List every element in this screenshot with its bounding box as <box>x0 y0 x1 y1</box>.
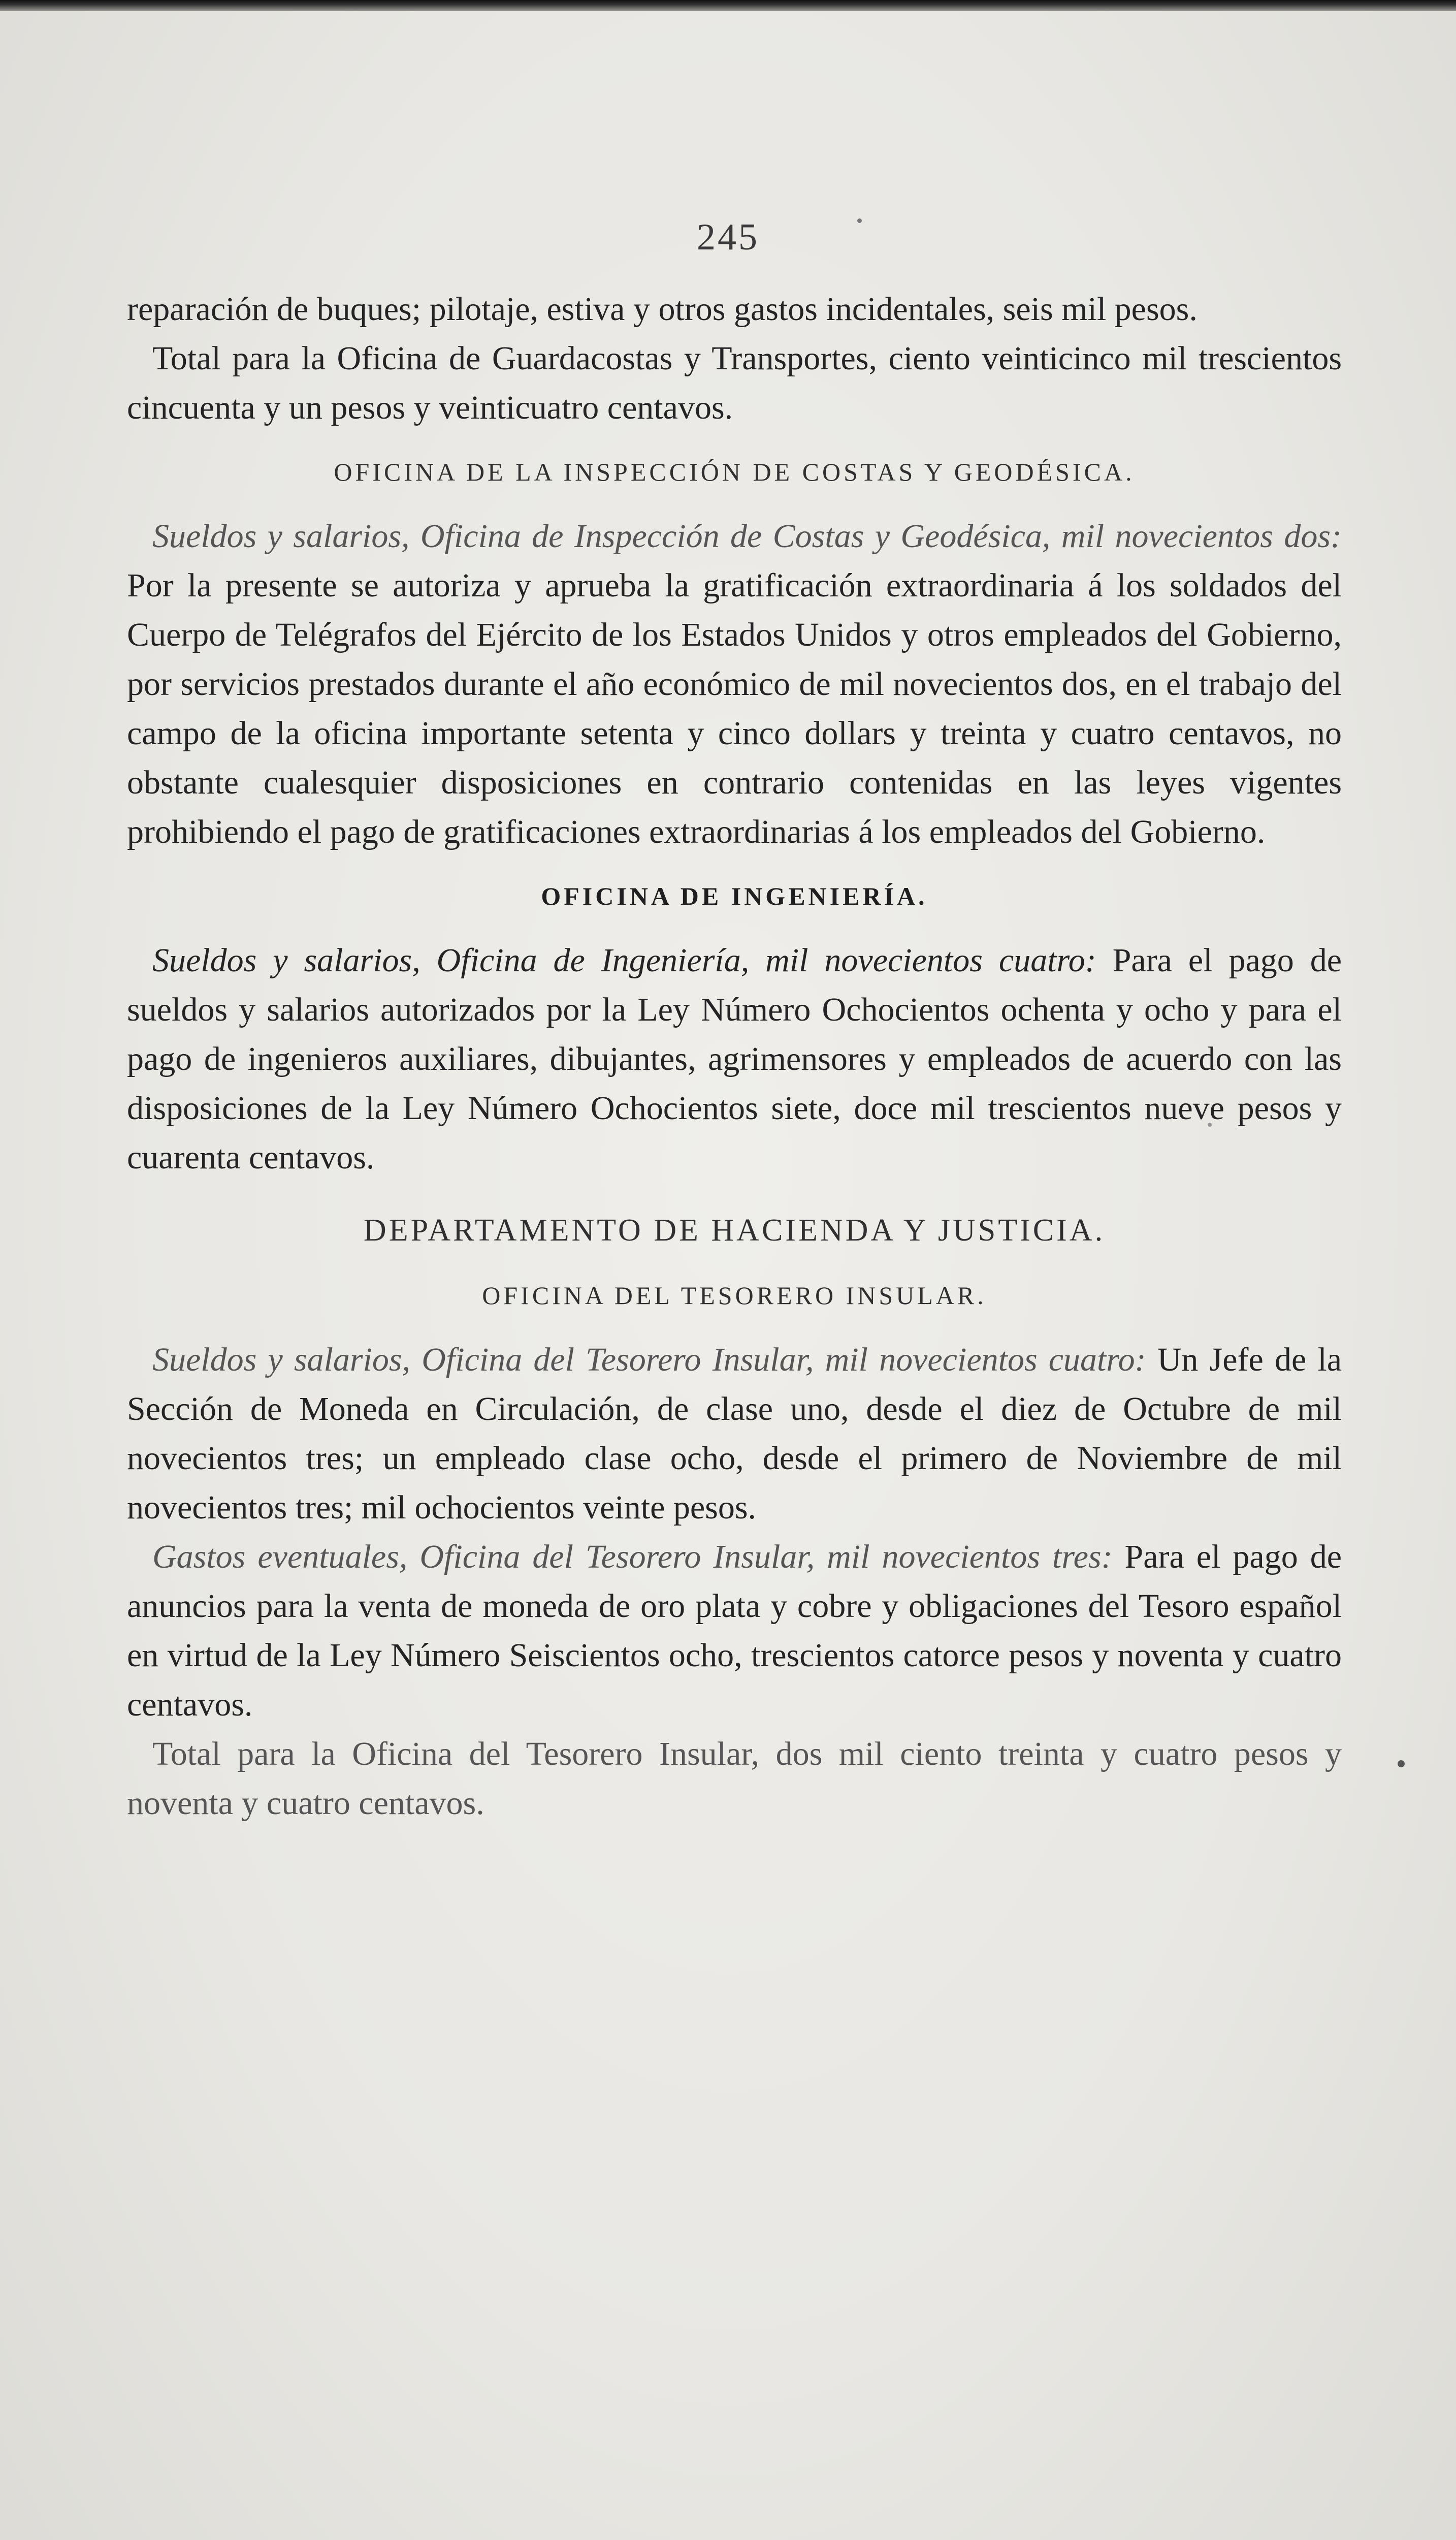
ink-speck <box>1398 1760 1405 1767</box>
paragraph-lead: Sueldos y salarios, Oficina del Tesorero Insular, mil novecientos cuatro: <box>152 1341 1146 1378</box>
text-paragraph <box>127 512 1342 856</box>
paragraph-text: Un Jefe de la Sección de Moneda en Circulación, de clase uno, desde el diez de Octubre de mil novecientos tres; un empleado clase ocho, desde el primero de Noviembre de mil novecientos tres; mil ochocientos veinte pesos. <box>127 1341 1342 1526</box>
text-paragraph <box>127 1532 1342 1729</box>
ink-speck <box>857 218 862 223</box>
paragraph-text: Total para la Oficina de Guardacostas y Transportes, ciento veinticinco mil trescientos cincuenta y un pesos y veinticuatro centavos. <box>127 340 1342 426</box>
section-heading: OFICINA DE LA INSPECCIÓN DE COSTAS Y GEODÉSICA. <box>334 458 1135 486</box>
text-paragraph <box>127 1335 1342 1532</box>
paragraph-lead: Sueldos y salarios, Oficina de Inspección de Costas y Geodésica, mil novecientos dos: <box>152 518 1342 555</box>
paragraph-text: reparación de buques; pilotaje, estiva y otros gastos incidentales, seis mil pesos. <box>127 291 1198 328</box>
paragraph-text: Por la presente se autoriza y aprueba la gratificación extraordinaria á los soldados del Cuerpo de Telégrafos del Ejército de los Estados Unidos y otros empleados del Gobierno, por servicios prestados durante el año económico de mil novecientos dos, en el trabajo del campo de la oficina importante setenta y cinco dollars y treinta y cuatro centavos, no obstante cualesquier disposiciones en contrario contenidas en las leyes vigentes prohibiendo el pago de gratificaciones extraordinarias á los empleados del Gobierno. <box>127 567 1342 850</box>
text-paragraph <box>127 936 1342 1182</box>
section-heading: OFICINA DE INGENIERÍA. <box>541 882 928 910</box>
department-heading: DEPARTAMENTO DE HACIENDA Y JUSTICIA. <box>363 1213 1106 1248</box>
text-paragraph <box>127 1729 1342 1828</box>
paragraph-lead: Sueldos y salarios, Oficina de Ingeniería, mil novecientos cuatro: <box>152 942 1096 979</box>
page-top-edge <box>0 0 1456 11</box>
paragraph-text: Total para la Oficina del Tesorero Insular, dos mil ciento treinta y cuatro pesos y noventa y cuatro centavos. <box>127 1735 1342 1822</box>
document-body <box>127 284 1342 1828</box>
paragraph-text: Para el pago de anuncios para la venta de moneda de oro plata y cobre y obligaciones del Tesoro español en virtud de la Ley Número Seiscientos ocho, trescientos catorce pesos y noventa y cuatro centavos. <box>127 1538 1342 1723</box>
paragraph-text: Para el pago de sueldos y salarios autorizados por la Ley Número Ochocientos ochenta y ocho y para el pago de ingenieros auxiliares, dibujantes, agrimensores y empleados de acuerdo con las disposiciones de la Ley Número Ochocientos siete, doce mil trescientos nueve pesos y cuarenta centavos. <box>127 942 1342 1176</box>
page-number: 245 <box>697 216 759 258</box>
section-heading: OFICINA DEL TESORERO INSULAR. <box>482 1281 987 1310</box>
text-paragraph <box>127 284 1342 334</box>
paragraph-lead: Gastos eventuales, Oficina del Tesorero Insular, mil novecientos tres: <box>152 1538 1113 1575</box>
text-paragraph <box>127 334 1342 432</box>
